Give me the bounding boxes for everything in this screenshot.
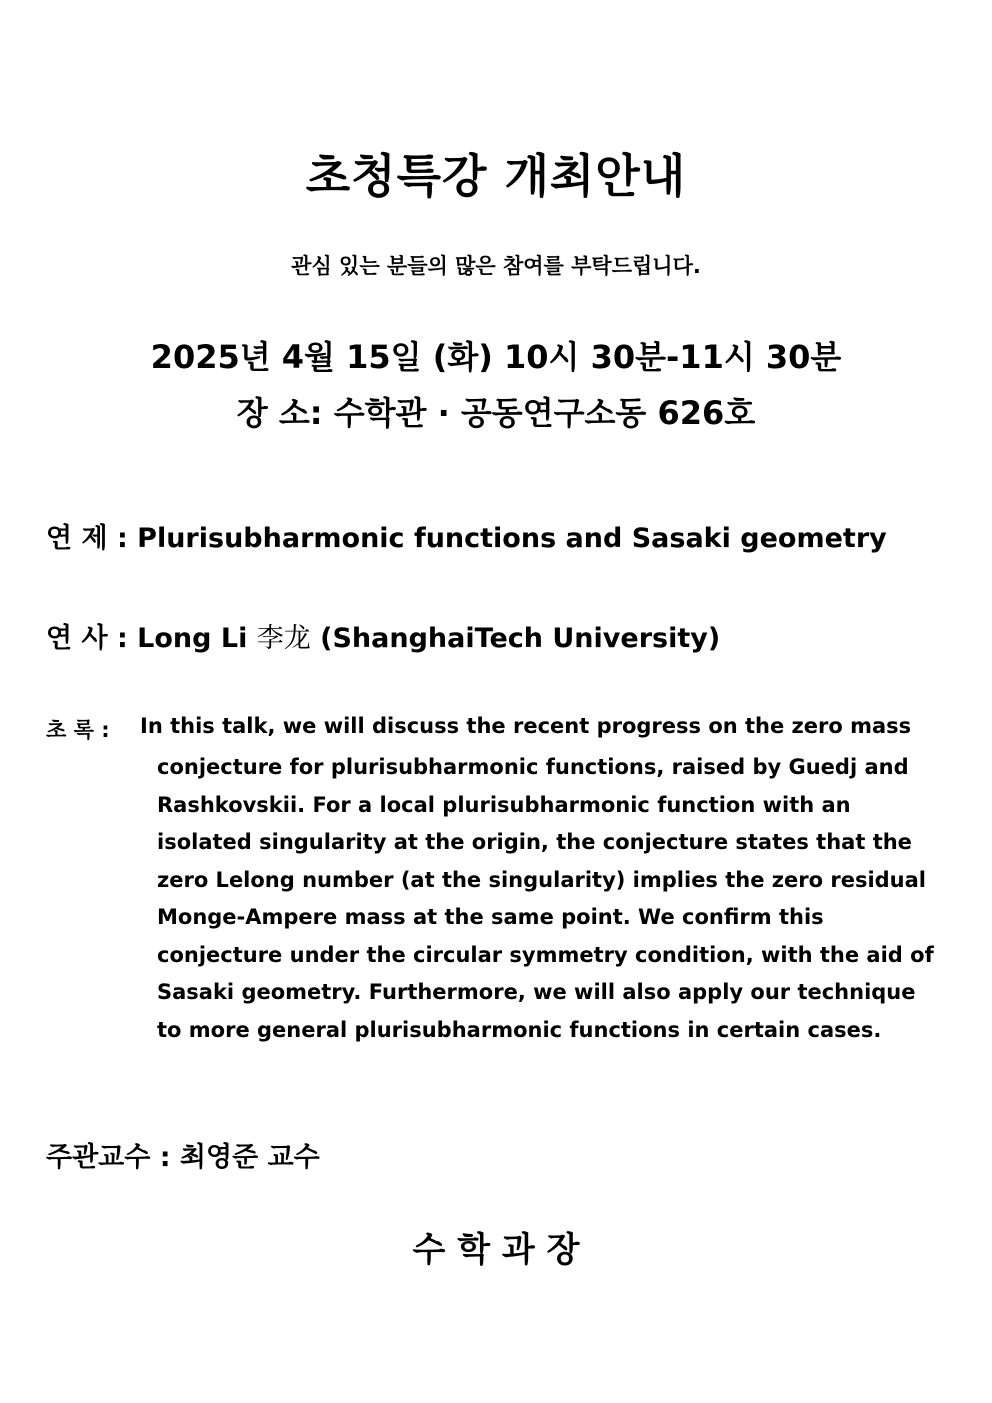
abstract-line: isolated singularity at the origin, the conjecture states that the — [157, 830, 912, 854]
abstract-label: 초 록 : — [46, 718, 110, 742]
abstract-body — [157, 752, 957, 1052]
invitation-subtitle: 관심 있는 분들의 많은 참여를 부탁드립니다. — [291, 254, 701, 278]
host-professor: 주관교수 : 최영준 교수 — [46, 1142, 320, 1173]
abstract-line: conjecture for plurisubharmonic functions, raised by Guedj and — [157, 755, 909, 779]
notice-title: 초청특강 개최안내 — [305, 149, 687, 203]
event-place: 장 소: 수학관 · 공동연구소동 626호 — [236, 394, 756, 432]
speaker-chinese-name: 李龙 — [256, 623, 311, 654]
abstract-line: zero Lelong number (at the singularity) implies the zero residual — [157, 867, 926, 892]
talk-topic — [46, 516, 946, 555]
topic-label: 연 제 : — [46, 523, 138, 554]
abstract-first-line: In this talk, we will discuss the recent progress on the zero mass — [140, 714, 912, 738]
speaker-affiliation: (ShanghaiTech University) — [310, 623, 721, 654]
topic-value: Plurisubharmonic functions and Sasaki geometry — [137, 523, 887, 554]
speaker-label: 연 사 : — [46, 623, 138, 654]
abstract-line: Sasaki geometry. Furthermore, we will also apply our technique — [157, 980, 916, 1004]
talk-speaker — [46, 616, 946, 655]
department-signature: 수 학 과 장 — [412, 1230, 580, 1270]
abstract-line: conjecture under the circular symmetry condition, with the aid of — [157, 942, 934, 967]
event-datetime: 2025년 4월 15일 (화) 10시 30분-11시 30분 — [150, 338, 842, 376]
speaker-name: Long Li — [137, 623, 257, 654]
abstract-line: Monge-Ampere mass at the same point. We confirm this — [157, 905, 824, 929]
abstract-line: to more general plurisubharmonic functions in certain cases. — [157, 1017, 882, 1042]
abstract-line: Rashkovskii. For a local plurisubharmonic function with an — [157, 792, 851, 817]
